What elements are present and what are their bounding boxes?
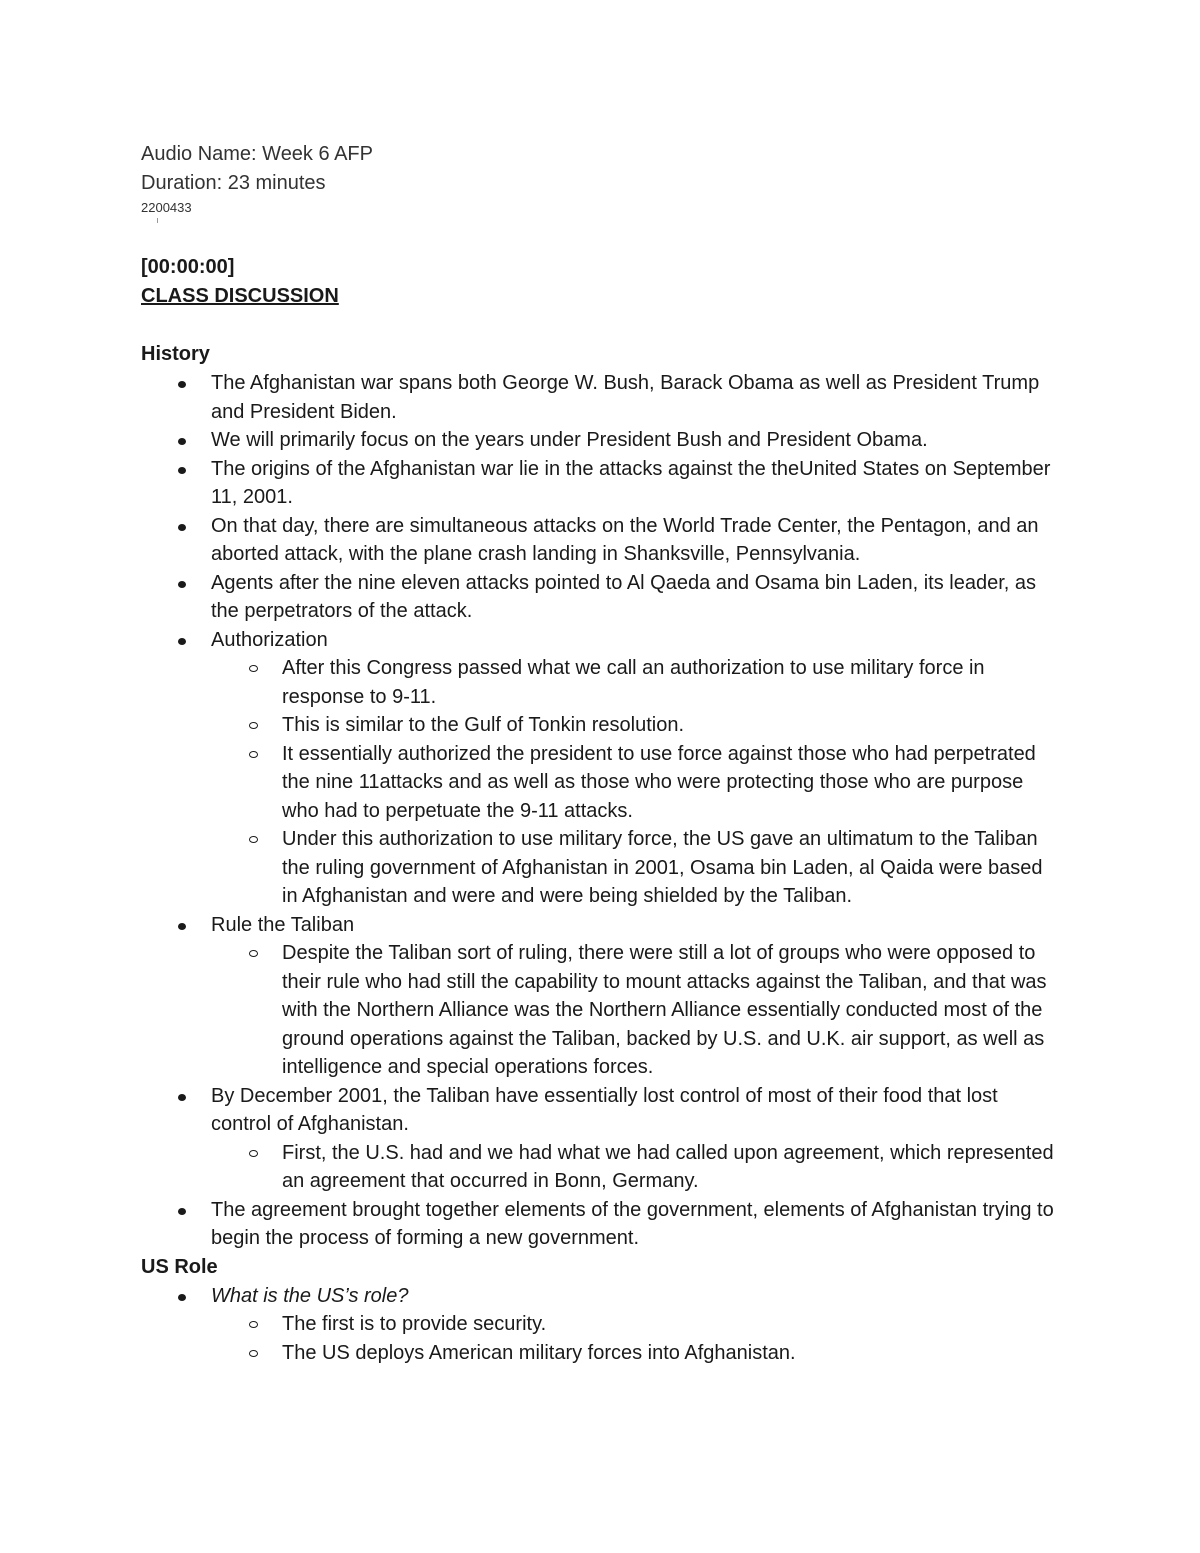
list-item: [141, 1196, 1061, 1253]
bullet-disc-icon: [178, 1208, 186, 1215]
december-sublist: [211, 1139, 1061, 1196]
bullet-disc-icon: [178, 923, 186, 930]
sub-list-item: [211, 1339, 1061, 1368]
list-item-text: We will primarily focus on the years under President Bush and President Obama.: [211, 429, 928, 451]
list-item-text: On that day, there are simultaneous attacks on the World Trade Center, the Pentagon, and an aborted attack, with the plane crash landing in Shanksville, Pennsylvania.: [211, 514, 1039, 565]
tick-mark: [141, 218, 1061, 232]
bullet-disc-icon: [178, 467, 186, 474]
list-item: [141, 569, 1061, 626]
list-item: [141, 1082, 1061, 1196]
list-item-text: Rule the Taliban: [211, 913, 355, 936]
list-item: [141, 512, 1061, 569]
bullet-circle-icon: [249, 751, 258, 758]
list-item-text: Agents after the nine eleven attacks pointed to Al Qaeda and Osama bin Laden, its leader, as the perpetrators of the attack.: [211, 571, 1036, 622]
sub-list-item-text: The US deploys American military forces into Afghanistan.: [282, 1341, 796, 1364]
us-role-heading: US Role: [141, 1255, 218, 1278]
duration: Duration: 23 minutes: [141, 172, 326, 194]
bullet-circle-icon: [249, 722, 258, 729]
us-role-list: [141, 1282, 1061, 1368]
sub-list-item: [211, 825, 1061, 911]
list-item: [141, 426, 1061, 455]
sub-list-item-text: Under this authorization to use military force, the US gave an ultimatum to the Taliban the ruling government of Afghanistan in 2001, Osama bin Laden, al Qaida were based in Afghanistan and were and were being shielded by the Taliban.: [282, 828, 1043, 907]
sub-list-item-text: This is similar to the Gulf of Tonkin resolution.: [282, 714, 685, 736]
us-role-sublist: [211, 1310, 1061, 1367]
list-item-text: The origins of the Afghanistan war lie in the attacks against the theUnited States on September 11, 2001.: [211, 457, 1051, 508]
sub-list-item-text: First, the U.S. had and we had what we had called upon agreement, which represented an agreement that occurred in Bonn, Germany.: [282, 1141, 1054, 1192]
sub-list-item: [211, 939, 1061, 1082]
bullet-circle-icon: [249, 836, 258, 843]
bullet-circle-icon: [249, 1321, 258, 1328]
sub-list-item-text: The first is to provide security.: [282, 1313, 547, 1335]
bullet-circle-icon: [249, 665, 258, 672]
list-item-text: By December 2001, the Taliban have essentially lost control of most of their food that lost control of Afghanistan.: [211, 1084, 998, 1135]
sub-list-item-text: Despite the Taliban sort of ruling, there were still a lot of groups who were opposed to their rule who had still the capability to mount attacks against the Taliban, and that was with the Northern Alliance was the Northern Alliance essentially conducted most of the ground operations against the Taliban, backed by U.S. and U.K. air support, as well as intelligence and special operations forces.: [282, 942, 1047, 1078]
sub-list-item: [211, 1310, 1061, 1339]
sub-list-item: [211, 711, 1061, 740]
timestamp: [00:00:00]: [141, 256, 235, 278]
bullet-disc-icon: [178, 381, 186, 388]
us-role-question: What is the US’s role?: [211, 1284, 409, 1307]
bullet-circle-icon: [249, 1150, 258, 1157]
sub-list-item-text: After this Congress passed what we call an authorization to use military force in response to 9-11.: [282, 657, 985, 708]
bullet-circle-icon: [249, 1350, 258, 1357]
history-list: [141, 369, 1061, 1253]
bullet-disc-icon: [178, 438, 186, 445]
bullet-disc-icon: [178, 638, 186, 645]
sub-list-item: [211, 654, 1061, 711]
bullet-disc-icon: [178, 1294, 186, 1301]
bullet-disc-icon: [178, 1094, 186, 1101]
list-item-text: The agreement brought together elements of the government, elements of Afghanistan trying to begin the process of forming a new government.: [211, 1198, 1054, 1249]
list-item: [141, 626, 1061, 911]
list-item: [141, 455, 1061, 512]
list-item: [141, 369, 1061, 426]
authorization-sublist: [211, 654, 1061, 911]
sub-list-item: [211, 1139, 1061, 1196]
document-code: 2200433: [141, 200, 192, 215]
list-item: [141, 1282, 1061, 1368]
document-page: [141, 140, 1061, 1367]
audio-name: Audio Name: Week 6 AFP: [141, 143, 373, 165]
bullet-disc-icon: [178, 524, 186, 531]
section-title: CLASS DISCUSSION: [141, 285, 339, 307]
list-item-text: Authorization: [211, 628, 328, 651]
sub-list-item: [211, 740, 1061, 826]
sub-list-item-text: It essentially authorized the president to use force against those who had perpetrated the nine 11attacks and as well as those who were protecting those who are purpose who had to perpetuate the 9-11 attacks.: [282, 742, 1036, 822]
list-item-text: The Afghanistan war spans both George W. Bush, Barack Obama as well as President Trump and President Biden.: [211, 372, 1040, 423]
bullet-disc-icon: [178, 581, 186, 588]
taliban-sublist: [211, 939, 1061, 1082]
list-item: [141, 911, 1061, 1082]
history-heading: History: [141, 343, 210, 365]
bullet-circle-icon: [249, 950, 258, 957]
